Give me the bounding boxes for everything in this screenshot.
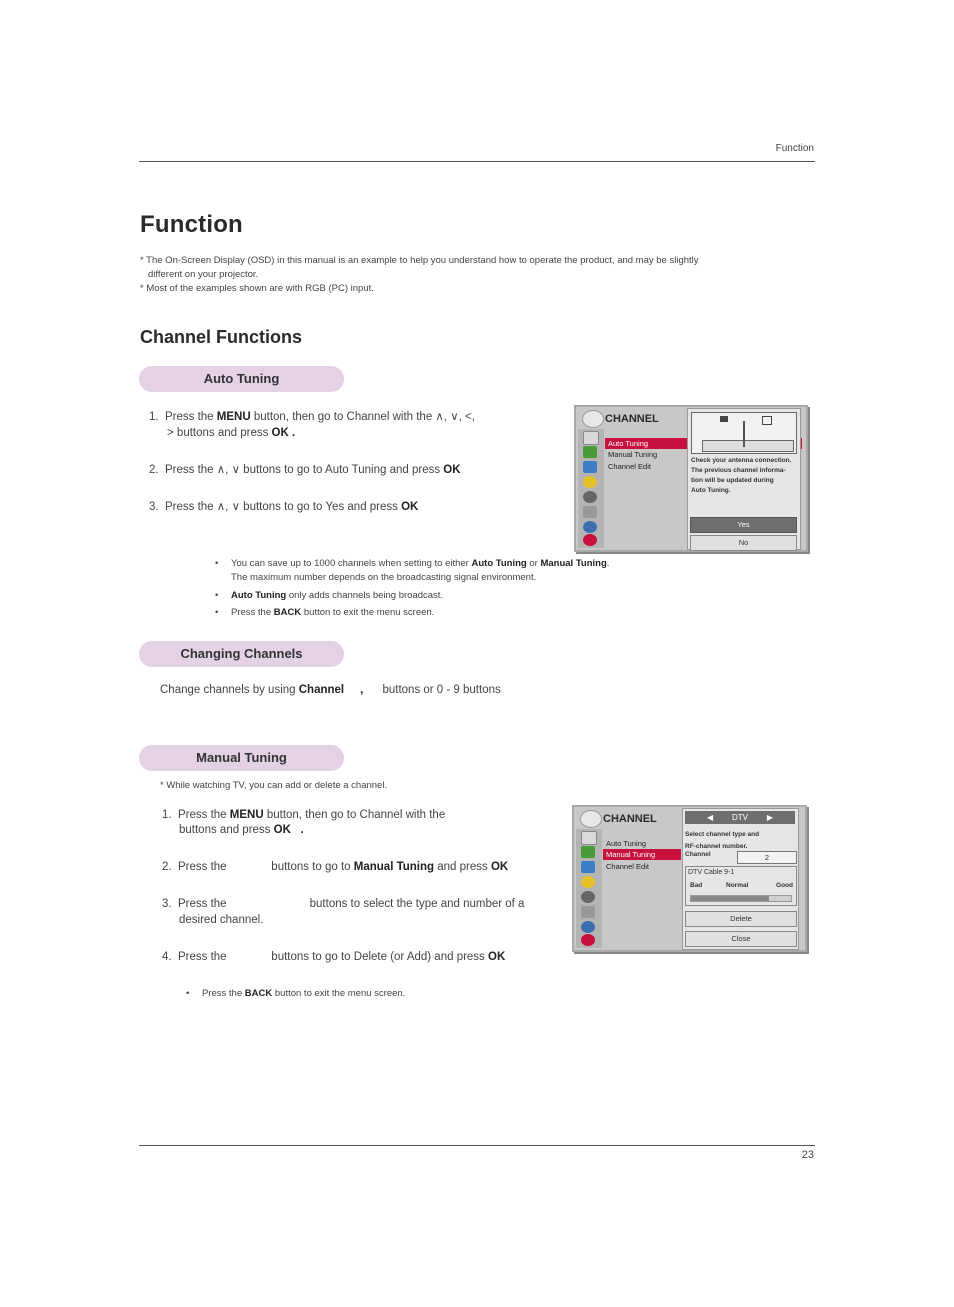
time-icon	[581, 876, 595, 888]
auto-tuning-osd	[574, 405, 808, 552]
manual-tuning-osd	[572, 805, 807, 952]
channel-type-selector[interactable]	[685, 811, 795, 824]
footer-rule	[139, 1145, 815, 1146]
manual-tuning-step-2: 2. Press the buttons to go to Manual Tuning and press OK	[162, 861, 509, 873]
arrow-left-icon[interactable]: ◀	[707, 813, 714, 822]
osd-item-channel-edit[interactable]: Channel Edit	[608, 462, 651, 471]
osd-menu-title: CHANNEL	[603, 813, 657, 825]
clock-icon	[581, 891, 595, 903]
disc-icon	[580, 810, 602, 828]
osd-channel-label: Channel	[685, 851, 711, 858]
osd-message-line-3: tion will be updated during	[691, 477, 774, 484]
lock-icon	[583, 521, 597, 533]
auto-tuning-bullet-2: • Auto Tuning only adds channels being broadcast.	[215, 590, 444, 601]
note-line-3: * Most of the examples shown are with RGB (PC) input.	[140, 283, 374, 294]
osd-close-button[interactable]: Close	[685, 931, 797, 947]
signal-strength-fill	[691, 896, 769, 901]
osd-item-manual-tuning[interactable]: Manual Tuning	[608, 450, 658, 459]
osd-instruction-line-1: Select channel type and	[685, 831, 760, 838]
osd-item-manual-tuning[interactable]: Manual Tuning	[603, 849, 681, 860]
osd-delete-button[interactable]: Delete	[685, 911, 797, 927]
device-icon	[702, 440, 794, 452]
signal-title: DTV Cable 9-1	[688, 869, 735, 876]
signal-normal-label: Normal	[726, 882, 749, 889]
option-icon	[581, 906, 595, 918]
auto-tuning-bullet-3: • Press the BACK button to exit the menu screen.	[215, 607, 435, 618]
disc-icon	[582, 410, 604, 428]
osd-message-line-2: The previous channel informa-	[691, 467, 786, 474]
manual-tuning-step-1-cont: buttons and press OK .	[179, 824, 304, 836]
manual-tuning-step-3: 3. Press the buttons to select the type and number of a	[162, 898, 525, 910]
auto-tuning-heading: Auto Tuning	[139, 366, 344, 392]
cable-icon	[743, 421, 745, 447]
osd-item-auto-tuning[interactable]: Auto Tuning	[605, 438, 688, 449]
auto-tuning-step-2: 2. Press the ∧, ∨ buttons to go to Auto Tuning and press OK	[149, 464, 461, 476]
changing-channels-heading: Changing Channels	[139, 641, 344, 667]
osd-item-channel-edit[interactable]: Channel Edit	[606, 862, 649, 871]
auto-tuning-step-3: 3. Press the ∧, ∨ buttons to go to Yes and press OK	[149, 501, 419, 513]
osd-menu-title: CHANNEL	[605, 413, 659, 425]
osd-message-line-4: Auto Tuning.	[691, 487, 731, 494]
osd-message-line-1: Check your antenna connection.	[691, 457, 792, 464]
osd-instruction-line-2: RF-channel number.	[685, 843, 748, 850]
picture-icon	[581, 846, 595, 858]
osd-manual-tuning-dialog	[682, 808, 799, 950]
picture-icon	[583, 446, 597, 458]
osd-auto-tuning-dialog	[687, 408, 801, 550]
disc-small-icon	[581, 831, 597, 845]
signal-strength-bar	[690, 895, 792, 902]
auto-tuning-bullet-1: • You can save up to 1000 channels when setting to either Auto Tuning or Manual Tuning.	[215, 558, 610, 569]
lock-icon	[581, 921, 595, 933]
changing-channels-text: Change channels by using Channel , buttons or 0 - 9 buttons	[160, 684, 501, 696]
clock-icon	[583, 491, 597, 503]
manual-tuning-step-1: 1. Press the MENU button, then go to Channel with the	[162, 809, 446, 821]
info-icon	[581, 934, 595, 946]
arrow-right-icon[interactable]: ▶	[766, 813, 773, 822]
header-rule	[139, 161, 815, 162]
manual-tuning-step-4: 4. Press the buttons to go to Delete (or Add) and press OK	[162, 951, 506, 963]
osd-yes-button[interactable]: Yes	[690, 517, 797, 533]
channel-type-value: DTV	[732, 813, 748, 822]
manual-tuning-step-3-cont: desired channel.	[179, 914, 264, 926]
audio-icon	[581, 861, 595, 873]
time-icon	[583, 476, 597, 488]
info-icon	[583, 534, 597, 546]
page-title: Function	[140, 211, 243, 238]
section-title: Channel Functions	[140, 327, 302, 347]
disc-small-icon	[583, 431, 599, 445]
manual-tuning-bullet-1: • Press the BACK button to exit the menu screen.	[186, 988, 406, 999]
option-icon	[583, 506, 597, 518]
page-number: 23	[801, 1149, 814, 1161]
antenna-icon	[720, 416, 728, 422]
tv-port-icon	[762, 416, 772, 425]
signal-bad-label: Bad	[690, 882, 703, 889]
header-section-label: Function	[775, 143, 814, 154]
auto-tuning-bullet-1-cont: The maximum number depends on the broadcasting signal environment.	[231, 572, 537, 583]
auto-tuning-step-1-cont: > buttons and press OK .	[167, 427, 296, 439]
audio-icon	[583, 461, 597, 473]
osd-item-auto-tuning[interactable]: Auto Tuning	[606, 839, 647, 848]
osd-no-button[interactable]: No	[690, 535, 797, 551]
channel-number-field[interactable]: 2	[737, 851, 797, 864]
manual-tuning-heading: Manual Tuning	[139, 745, 344, 771]
auto-tuning-step-1: 1. Press the MENU button, then go to Channel with the ∧, ∨, <,	[149, 411, 475, 423]
signal-good-label: Good	[776, 882, 793, 889]
note-line-1: * The On-Screen Display (OSD) in this manual is an example to help you understand how to operate the product, and may be slightly	[140, 255, 699, 266]
signal-strength-box	[685, 866, 797, 906]
antenna-illustration	[691, 412, 797, 454]
note-line-2: different on your projector.	[148, 269, 259, 280]
manual-tuning-note: * While watching TV, you can add or delete a channel.	[160, 780, 388, 791]
